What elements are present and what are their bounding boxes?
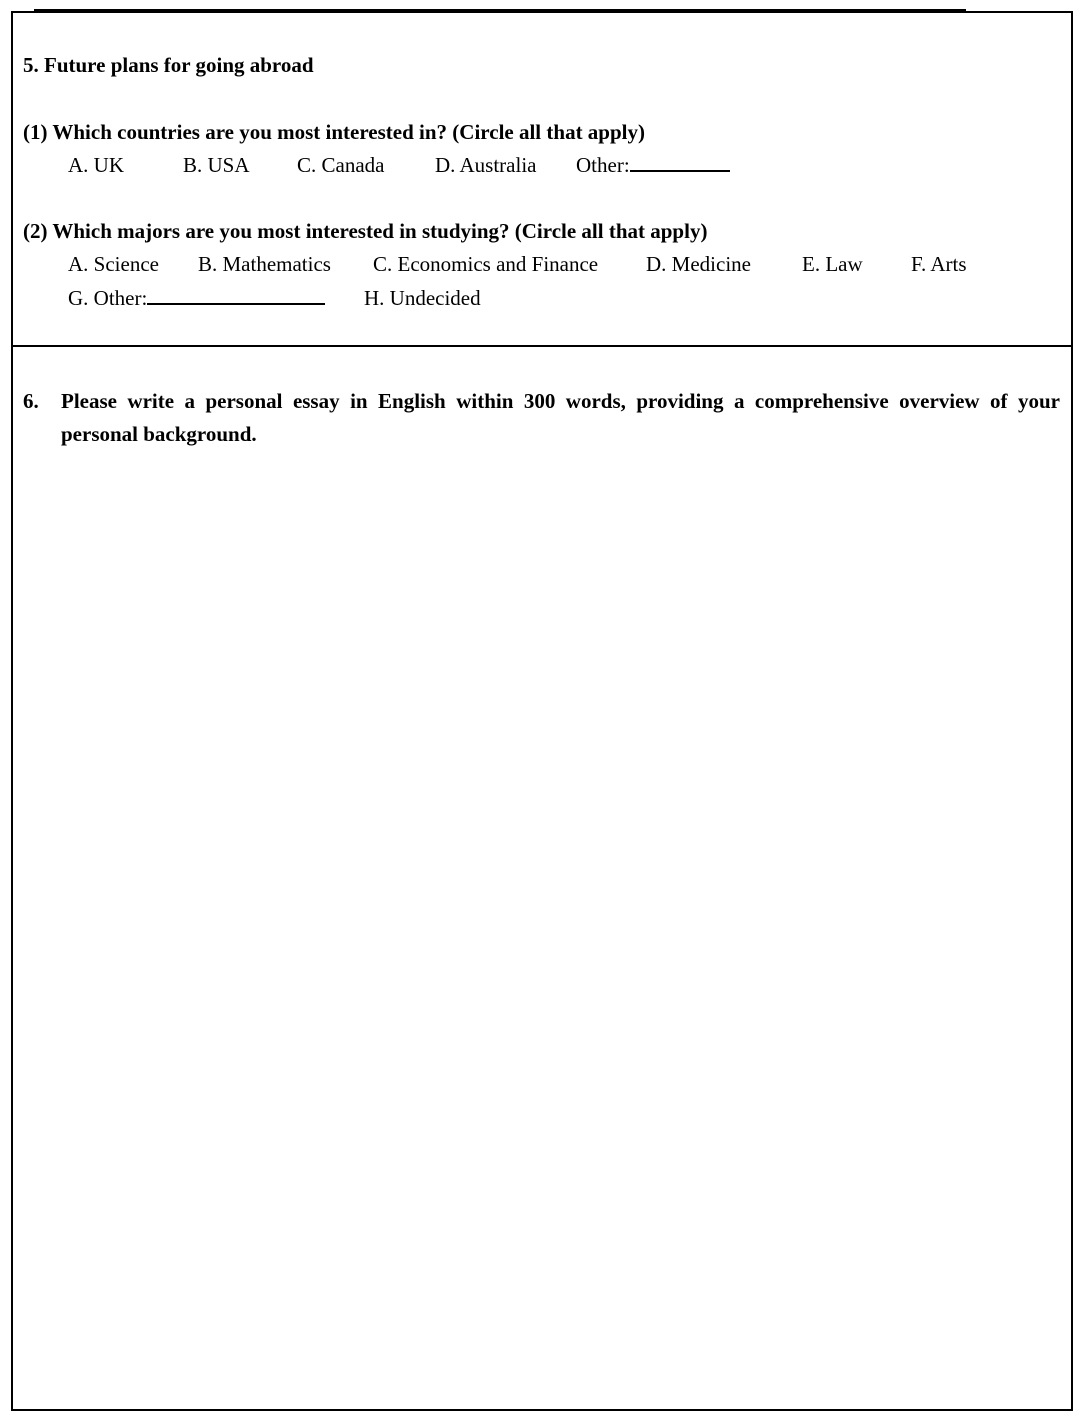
country-option-uk[interactable]: A. UK [68,153,124,177]
section6-number: 6. [23,389,39,413]
major-option-mathematics[interactable]: B. Mathematics [198,252,331,276]
major-other-blank[interactable] [147,285,325,305]
major-other [68,285,325,311]
country-other-label: Other: [576,153,630,177]
major-option-science[interactable]: A. Science [68,252,159,276]
section-divider [13,345,1071,347]
major-option-arts[interactable]: F. Arts [911,252,967,276]
country-option-usa[interactable]: B. USA [183,153,250,177]
country-option-australia[interactable]: D. Australia [435,153,537,177]
form-frame [11,11,1073,1411]
country-other [576,152,730,178]
major-option-economics-finance[interactable]: C. Economics and Finance [373,252,599,276]
country-option-canada[interactable]: C. Canada [297,153,385,177]
major-option-medicine[interactable]: D. Medicine [646,252,751,276]
major-other-label: G. Other: [68,286,148,310]
major-option-law[interactable]: E. Law [802,252,863,276]
essay-writing-area[interactable] [13,463,1071,1409]
section6-prompt: Please write a personal essay in English within 300 words, providing a comprehensive overview of your personal background. [61,389,1060,446]
country-other-blank[interactable] [630,152,730,172]
q1-prompt: (1) Which countries are you most interested in? (Circle all that apply) [23,120,645,144]
section5-title: 5. Future plans for going abroad [23,53,314,77]
q2-prompt: (2) Which majors are you most interested in studying? (Circle all that apply) [23,219,708,243]
major-option-undecided[interactable]: H. Undecided [364,286,481,310]
